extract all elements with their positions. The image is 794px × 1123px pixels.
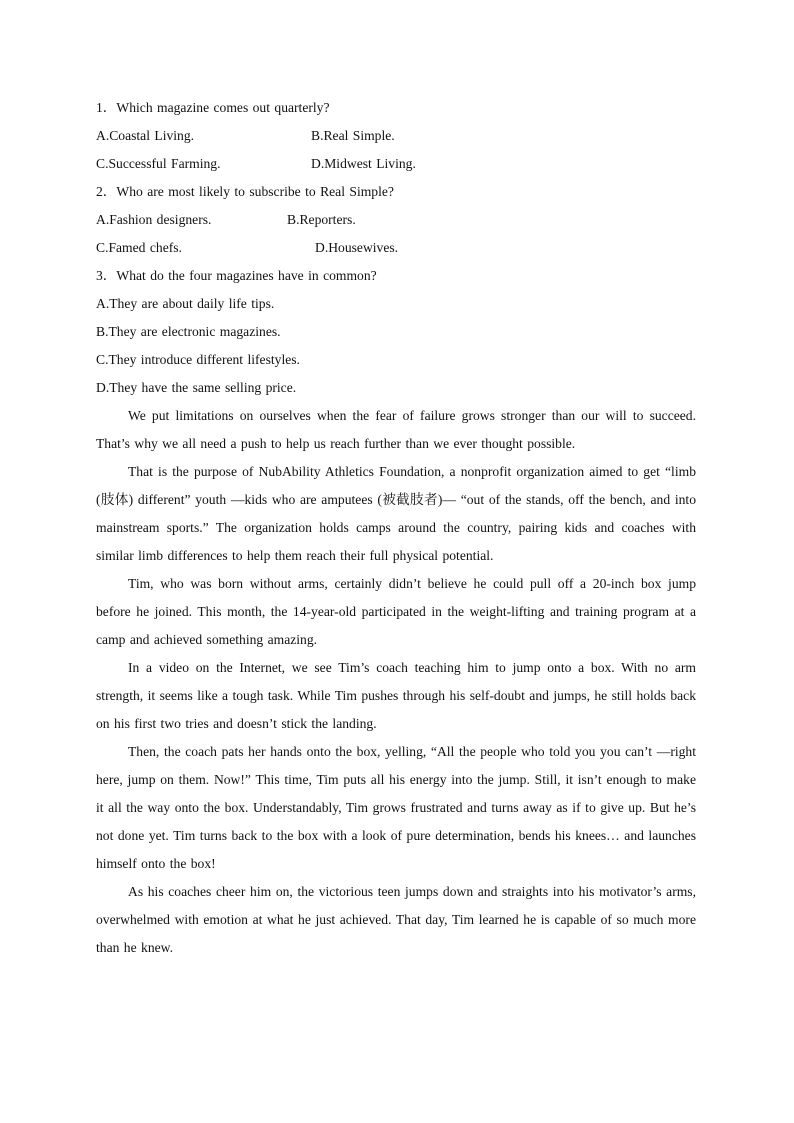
question-1-option-b: B.Real Simple. [311, 128, 395, 143]
passage-paragraph-5: Then, the coach pats her hands onto the box, yelling, “All the people who told you you can’t —right here, jump on them. Now!” This time, Tim puts all his energy into the jump. Still, it isn’t enough to make it all the way onto the box. Understandably, Tim grows frustrated and turns away as if to give up. But he’s not done yet. Tim turns back to the box with a look of pure determination, bends his knees… and launches himself onto the box! [96, 744, 696, 871]
question-3-option-c: C.They introduce different lifestyles. [96, 352, 300, 367]
question-2-options-row-1 [96, 206, 696, 234]
passage-paragraph-3: Tim, who was born without arms, certainly didn’t believe he could pull off a 20-inch box jump before he joined. This month, the 14-year-old participated in the weight-lifting and training program at a camp and achieved something amazing. [96, 576, 696, 647]
question-1-options-row-2 [96, 150, 696, 178]
passage-paragraph-4: In a video on the Internet, we see Tim’s coach teaching him to jump onto a box. With no arm strength, it seems like a tough task. While Tim pushes through his self-doubt and jumps, he still holds back on his first two tries and doesn’t stick the landing. [96, 660, 696, 731]
question-3-option-a: A.They are about daily life tips. [96, 296, 275, 311]
passage-paragraph-1: We put limitations on ourselves when the fear of failure grows stronger than our will to succeed. That’s why we all need a push to help us reach further than we ever thought possible. [96, 408, 696, 451]
question-1-option-c: C.Successful Farming. [96, 156, 221, 171]
question-2-option-b: B.Reporters. [287, 212, 356, 227]
question-1-stem: 1．Which magazine comes out quarterly? [96, 100, 330, 115]
question-1-options-row-1 [96, 122, 696, 150]
question-3-stem: 3．What do the four magazines have in common? [96, 268, 377, 283]
question-2-option-a: A.Fashion designers. [96, 212, 212, 227]
question-2-option-d: D.Housewives. [315, 240, 399, 255]
document-page [96, 94, 696, 962]
question-2-stem: 2．Who are most likely to subscribe to Real Simple? [96, 184, 394, 199]
passage-paragraph-2: That is the purpose of NubAbility Athletics Foundation, a nonprofit organization aimed to get “limb (肢体) different” youth —kids who are amputees (被截肢者)— “out of the stands, off the bench, and into mainstream sports.” The organization holds camps around the country, pairing kids and coaches with similar limb differences to help them reach their full physical potential. [96, 464, 696, 563]
question-1-option-a: A.Coastal Living. [96, 128, 195, 143]
question-1-option-d: D.Midwest Living. [311, 156, 416, 171]
question-3-option-d: D.They have the same selling price. [96, 380, 297, 395]
passage-paragraph-6: As his coaches cheer him on, the victorious teen jumps down and straights into his motivator’s arms, overwhelmed with emotion at what he just achieved. That day, Tim learned he is capable of so much more than he knew. [96, 884, 696, 955]
question-2-options-row-2 [96, 234, 696, 262]
question-2-option-c: C.Famed chefs. [96, 240, 182, 255]
question-3-option-b: B.They are electronic magazines. [96, 324, 281, 339]
